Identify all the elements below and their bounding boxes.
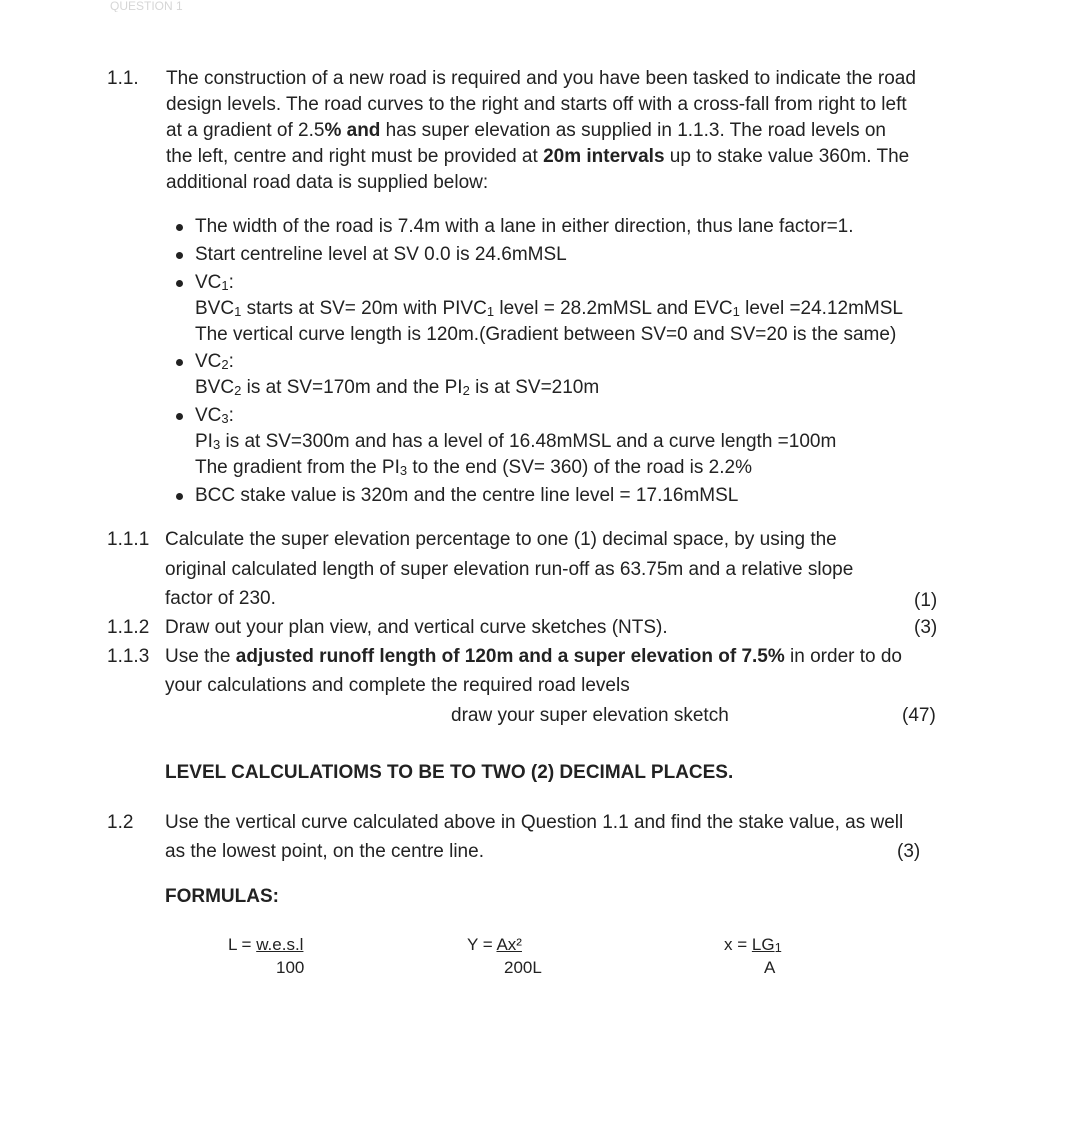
subscript: 3 (221, 411, 229, 426)
question-text-line: draw your super elevation sketch (451, 705, 729, 726)
bold-fragment: % and (324, 120, 381, 141)
bullet-text: Start centreline level at SV 0.0 is 24.6mMSL (195, 244, 567, 265)
question-text-line (166, 119, 886, 143)
formula-lhs: L = (228, 935, 257, 954)
bullet-text (195, 456, 752, 483)
text-fragment: PI (195, 431, 213, 452)
text-fragment: : (228, 351, 234, 372)
bullet-text: BCC stake value is 320m and the centre line level = 17.16mMSL (195, 485, 739, 506)
question-number: 1.1.1 (107, 529, 150, 550)
subscript: 2 (462, 383, 470, 398)
text-fragment: starts at SV= 20m with PIVC (241, 298, 487, 319)
text-fragment: VC (195, 351, 222, 372)
marks: (3) (897, 841, 921, 862)
bullet-dot (176, 224, 183, 231)
text-fragment: : (228, 405, 234, 426)
question-number: 1.1. (107, 68, 139, 89)
question-text-line: The construction of a new road is required and you have been tasked to indicate the road (166, 68, 916, 89)
subscript: 2 (234, 383, 242, 398)
bold-fragment: 20m intervals (543, 146, 665, 167)
formula-numerator: Ax² (496, 935, 522, 954)
question-text-line: factor of 230. (165, 588, 276, 609)
bullet-dot (176, 359, 183, 366)
question-text-line: original calculated length of super elevation run-off as 63.75m and a relative slope (165, 559, 854, 580)
subscript: 3 (212, 437, 221, 452)
bullet-text (195, 430, 836, 457)
text-fragment: BVC (195, 298, 235, 319)
marks: (3) (914, 617, 938, 638)
text-fragment: : (228, 272, 234, 293)
question-text-line: design levels. The road curves to the right and starts off with a cross-fall from right to left (166, 94, 907, 115)
subscript: 1 (732, 304, 740, 319)
bullet-text (195, 297, 903, 324)
subscript: 1 (234, 304, 242, 319)
formula-denominator: A (764, 958, 776, 977)
formula-numerator (752, 935, 782, 954)
formula-denominator: 100 (276, 958, 305, 977)
formula-lhs: x = (724, 935, 752, 954)
formula-lhs: Y = (467, 935, 497, 954)
question-text-line (166, 145, 909, 169)
bullet-dot (176, 493, 183, 500)
text-fragment: is at SV=300m and has a level of 16.48mMSL and a curve length =100m (220, 431, 837, 452)
subscript: 1 (486, 304, 495, 319)
formula-offset-y (467, 934, 522, 956)
text-fragment: has super elevation as supplied in 1.1.3. The road levels on (380, 120, 886, 141)
text-fragment: BVC (195, 377, 235, 398)
bullet-dot (176, 413, 183, 420)
bullet-text: The width of the road is 7.4m with a lane in either direction, thus lane factor=1. (195, 216, 854, 237)
question-text-line: Use the vertical curve calculated above in Question 1.1 and find the stake value, as well (165, 812, 904, 833)
question-text-line (165, 645, 902, 669)
subscript: 1 (774, 940, 782, 955)
text-fragment: in order to do (784, 646, 903, 667)
question-text-line: additional road data is supplied below: (166, 172, 489, 193)
bullet-title (195, 271, 234, 298)
text-fragment: is at SV=170m and the PI (241, 377, 463, 398)
text-fragment: the left, centre and right must be provided at (166, 146, 544, 167)
text-fragment: level = 28.2mMSL and EVC (494, 298, 733, 319)
bold-fragment: adjusted runoff length of 120m and a super elevation of 7.5% (235, 646, 785, 667)
level-note: LEVEL CALCULATIOMS TO BE TO TWO (2) DECIMAL PLACES. (165, 762, 734, 783)
header-fragment: QUESTION 1 (110, 0, 183, 12)
text-fragment: Use the (165, 646, 236, 667)
formulas-heading: FORMULAS: (165, 886, 279, 907)
question-number: 1.1.2 (107, 617, 150, 638)
question-number: 1.1.3 (107, 646, 150, 667)
bullet-title (195, 350, 234, 377)
bullet-dot (176, 280, 183, 287)
text-fragment: The gradient from the PI (195, 457, 400, 478)
marks: (1) (914, 590, 938, 611)
subscript: 3 (399, 463, 408, 478)
text-fragment: level =24.12mMSL (739, 298, 903, 319)
text-fragment: VC (195, 405, 222, 426)
bullet-title (195, 404, 234, 431)
formula-runoff-length (228, 934, 303, 956)
marks: (47) (902, 705, 936, 726)
text-fragment: at a gradient of 2.5 (166, 120, 325, 141)
formula-denominator: 200L (504, 958, 542, 977)
question-text-line: as the lowest point, on the centre line. (165, 841, 484, 862)
bullet-dot (176, 252, 183, 259)
question-text-line: your calculations and complete the required road levels (165, 675, 630, 696)
text-fragment: is at SV=210m (469, 377, 600, 398)
subscript: 1 (221, 278, 229, 293)
bullet-text: The vertical curve length is 120m.(Gradient between SV=0 and SV=20 is the same) (195, 324, 897, 345)
formula-turning-point-x (724, 934, 782, 959)
question-text-line: Calculate the super elevation percentage to one (1) decimal space, by using the (165, 529, 837, 550)
formula-numerator: w.e.s.l (256, 935, 304, 954)
text-fragment: LG (751, 935, 775, 954)
question-text-line: Draw out your plan view, and vertical curve sketches (NTS). (165, 617, 668, 638)
question-number: 1.2 (107, 812, 134, 833)
text-fragment: VC (195, 272, 222, 293)
text-fragment: up to stake value 360m. The (664, 146, 910, 167)
subscript: 2 (221, 357, 229, 372)
bullet-text (195, 376, 599, 403)
text-fragment: to the end (SV= 360) of the road is 2.2% (407, 457, 752, 478)
